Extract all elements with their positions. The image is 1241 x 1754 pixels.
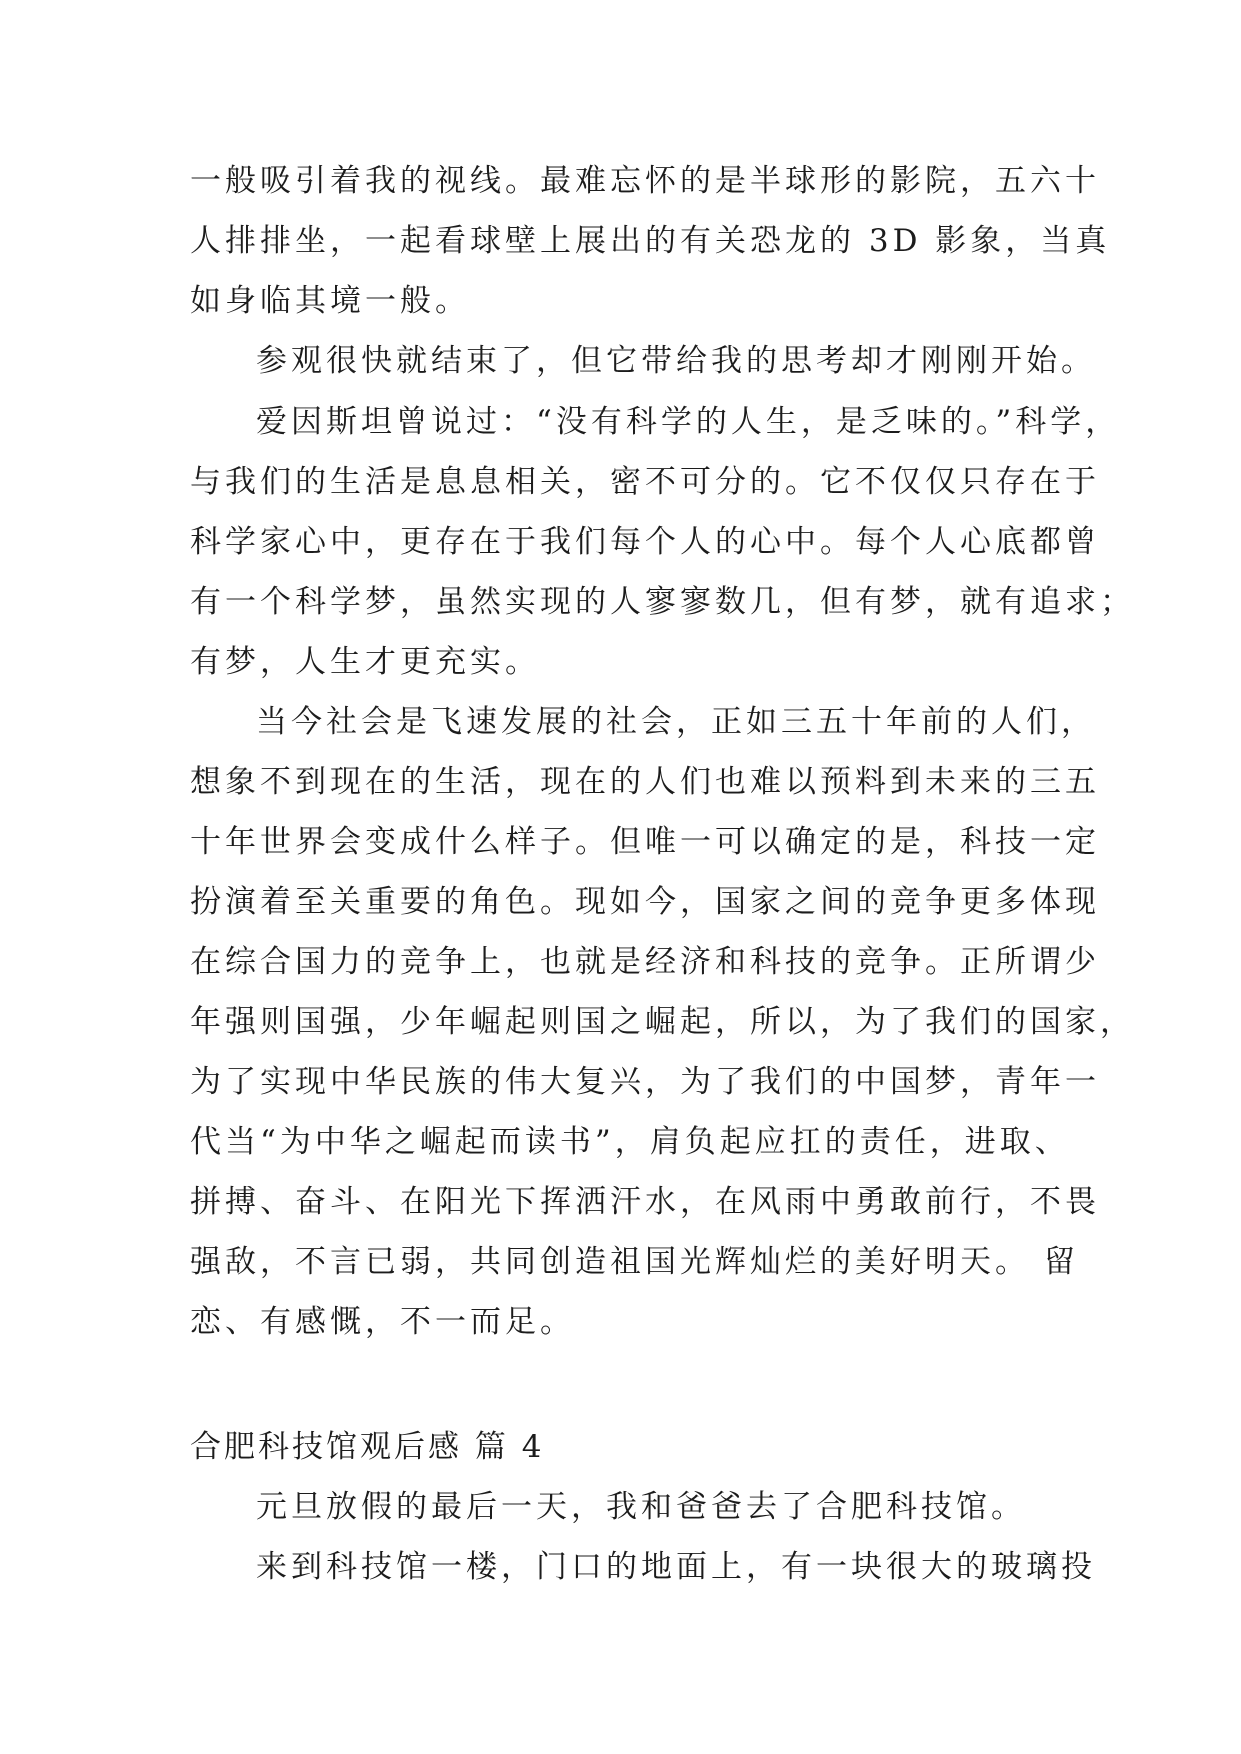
section-heading: 合肥科技馆观后感 篇 4 [190,1429,545,1465]
paragraph-first-line: 爱因斯坦曾说过：“没有科学的人生，是乏味的。”科学， [256,404,1121,440]
text-line: 扮演着至关重要的角色。现如今，国家之间的竞争更多体现 [190,884,1100,920]
paragraph-first-line: 参观很快就结束了，但它带给我的思考却才刚刚开始。 [256,343,1096,379]
text-line: 想象不到现在的生活，现在的人们也难以预料到未来的三五 [190,764,1100,800]
text-line: 代当“为中华之崛起而读书”，肩负起应扛的责任，进取、 [190,1124,1070,1160]
text-line: 为了实现中华民族的伟大复兴，为了我们的中国梦，青年一 [190,1064,1100,1100]
text-line: 如身临其境一般。 [190,283,470,319]
text-line: 十年世界会变成什么样子。但唯一可以确定的是，科技一定 [190,824,1100,860]
text-line: 恋、有感慨，不一而足。 [190,1304,575,1340]
text-line: 在综合国力的竞争上，也就是经济和科技的竞争。正所谓少 [190,944,1100,980]
text-line: 年强则国强，少年崛起则国之崛起，所以，为了我们的国家， [190,1004,1135,1040]
text-line: 有梦，人生才更充实。 [190,644,540,680]
paragraph-first-line: 当今社会是飞速发展的社会，正如三五十年前的人们， [256,704,1096,740]
text-line: 与我们的生活是息息相关，密不可分的。它不仅仅只存在于 [190,464,1100,500]
text-line: 科学家心中，更存在于我们每个人的心中。每个人心底都曾 [190,524,1100,560]
text-line: 一般吸引着我的视线。最难忘怀的是半球形的影院，五六十 [190,163,1100,199]
text-line: 有一个科学梦，虽然实现的人寥寥数几，但有梦，就有追求； [190,584,1135,620]
text-line: 拼搏、奋斗、在阳光下挥洒汗水，在风雨中勇敢前行，不畏 [190,1184,1100,1220]
text-line: 人排排坐，一起看球壁上展出的有关恐龙的 3D 影象，当真 [190,223,1111,259]
paragraph-first-line: 元旦放假的最后一天，我和爸爸去了合肥科技馆。 [256,1489,1026,1525]
paragraph-first-line: 来到科技馆一楼，门口的地面上，有一块很大的玻璃投 [256,1549,1096,1585]
text-line: 强敌，不言已弱，共同创造祖国光辉灿烂的美好明天。 留 [190,1244,1079,1280]
